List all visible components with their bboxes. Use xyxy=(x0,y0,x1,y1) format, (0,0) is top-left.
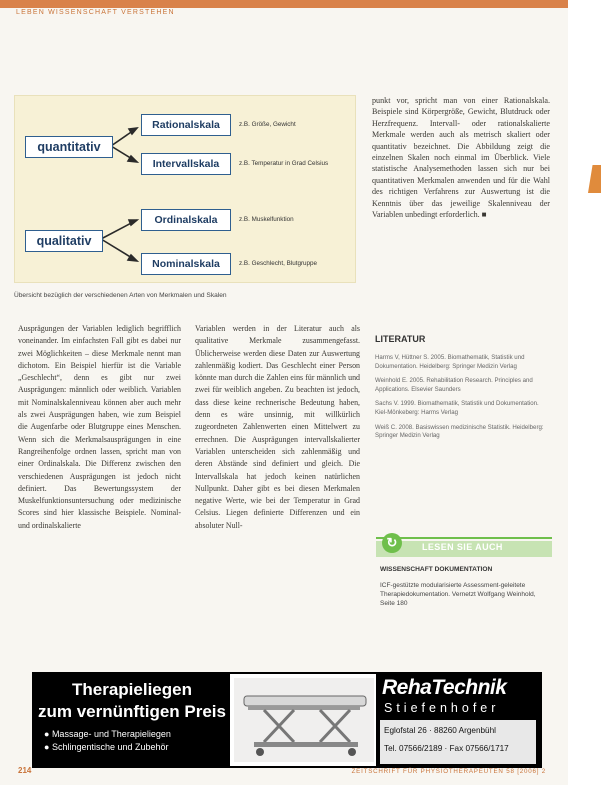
ad-right-panel xyxy=(376,674,540,766)
ad-bullet: ● Massage- und Therapieliegen xyxy=(44,729,171,739)
article-column-1: Ausprägungen der Variablen lediglich begrifflich voneinander. Im einfachsten Fall gibt es dabei nur zwei Möglichkeiten – diese Merkmale nennt man dichotom. Ein Beispiel hierfür ist die Variable „Geschlecht“, denn es gibt nur zwei Ausprägungen: männlich oder weiblich. Variablen mit Nominalskalenniveau können aber auch mehr als zwei Ausprägungen haben, wie zum Beispiel die Augenfarbe oder Blutgruppe eines Menschen. Wenn sich die Merkmalsausprägungen in eine Rangreihenfolge ordnen lassen, spricht man von einer Ordinalskala. Die Differenz zwischen den verschiedenen Ausprägungen ist jedoch nicht definiert. Das Bewertungssystem der Muskelfunktionsuntersuchung oder medizinische Scores sind hier klassische Beispiele. Nominal- und ordinalskalierte xyxy=(18,324,181,530)
page-number: 214 xyxy=(18,766,32,775)
scale-example-nominal: z.B. Geschlecht, Blutgruppe xyxy=(239,260,318,267)
therapy-table-illustration xyxy=(234,678,374,762)
company-address: Eglofstal 26 · 88260 Argenbühl xyxy=(384,726,496,735)
related-link[interactable]: ICF-gestützte modularisierte Assessment-geleitete Therapiedokumentation. Vernetzt Wolfgang Weinhold, Seite 180 xyxy=(380,582,536,607)
literature-entry: Weinhold E. 2005. Rehabilitation Research. Principles and Applications. Elsevier Saunders xyxy=(375,377,533,393)
scale-box-interval: Intervallskala xyxy=(141,153,231,175)
article-paragraph-right-top: punkt vor, spricht man von einer Rationalskala. Beispiele sind Körpergröße, Gewicht, Blutdruck oder Herzfrequenz. Intervall- oder rationalskalierte Merkmale werden auch als metrisch skaliert oder quantitativ bezeichnet. Die Abbildung zeigt die einzelnen Skalen noch einmal im Überblick. Viele statistische Analysemethoden lassen sich nur bei quantitativen Merkmalen anwenden und für die Wahl des richtigen Verfahrens zur Auswertung ist die Kenntnis über das jeweilige Skalenniveau der Variablen unbedingt erforderlich. ■ xyxy=(372,96,550,220)
header-strip xyxy=(0,0,568,8)
scale-example-ordinal: z.B. Muskelfunktion xyxy=(239,216,294,223)
ad-headline-2: zum vernünftigen Preis xyxy=(38,702,226,721)
literature-entry: Harms V, Hüttner S. 2005. Biomathematik, Statistik und Dokumentation. Heidelberg: Springer Medizin Verlag xyxy=(375,354,525,370)
scale-example-rational: z.B. Größe, Gewicht xyxy=(239,121,296,128)
article-column-2: Variablen werden in der Literatur auch als qualitative Merkmale zusammengefasst. Üblicherweise werden diese Daten zur Auswertung zahlenmäßig kodiert. Das Geschlecht einer Person könnte man durch die Zahlen eins für männlich und zwei für weiblich angeben. Zu beachten ist jedoch, dass diese keine rechnerische Bedeutung haben, denn es wäre unsinnig, mit willkürlich zugeordneten Zahlenwerten einen Mittelwert zu errechnen. Die Ausprägungen intervallskalierter Variablen unterscheiden sich zahlenmäßig und deren Abstände sind definiert und gleich. Die Intervallskala hat jedoch keinen natürlichen Nullpunkt. Daher gibt es bei diesen Merkmalen negative Werte, wie bei der Temperatur in Grad Celsius. Liegen definierte Differenzen und ein absoluter Null- xyxy=(195,324,360,530)
ad-left-panel xyxy=(34,674,230,766)
therapy-table-image xyxy=(234,678,374,762)
figure-caption: Übersicht bezüglich der verschiedenen Arten von Merkmalen und Skalen xyxy=(14,292,227,299)
scale-diagram xyxy=(14,95,356,283)
page-margin xyxy=(568,0,601,785)
literature-entry: Weiß C. 2008. Basiswissen medizinische Statistik. Heidelberg: Springer Medizin Verlag xyxy=(375,423,544,440)
running-head: LEBEN WISSENSCHAFT VERSTEHEN xyxy=(16,9,175,16)
scale-box-rational: Rationalskala xyxy=(141,114,231,136)
contact-box xyxy=(380,720,536,764)
ad-bullet: ● Schlingentische und Zubehör xyxy=(44,742,169,752)
company-phone: Tel. 07566/2189 · Fax 07566/1717 xyxy=(384,744,509,753)
magazine-footer: ZEITSCHRIFT FÜR PHYSIOTHERAPEUTEN 58 [2006] 2 xyxy=(351,768,546,775)
category-box-quantitativ: quantitativ xyxy=(25,136,113,158)
company-name: Stiefenhofer xyxy=(384,701,500,715)
related-title: LESEN SIE AUCH xyxy=(422,542,503,552)
related-label: WISSENSCHAFT DOKUMENTATION xyxy=(380,566,493,573)
literature-list xyxy=(375,354,551,447)
scale-box-nominal: Nominalskala xyxy=(141,253,231,275)
literature-heading: LITERATUR xyxy=(375,334,426,344)
company-logo: RehaTechnik xyxy=(382,676,507,699)
literature-entry: Sachs V. 1999. Biomathematik, Statistik und Dokumentation. Kiel-Mönkeberg: Harms Verlag xyxy=(375,400,539,416)
refresh-icon: ↻ xyxy=(382,533,402,553)
scale-box-ordinal: Ordinalskala xyxy=(141,209,231,231)
ad-headline: Therapieliegen xyxy=(72,680,192,699)
category-box-qualitativ: qualitativ xyxy=(25,230,103,252)
scale-example-interval: z.B. Temperatur in Grad Celsius xyxy=(239,160,329,167)
advertisement[interactable] xyxy=(32,672,542,768)
related-article-box xyxy=(376,537,552,629)
